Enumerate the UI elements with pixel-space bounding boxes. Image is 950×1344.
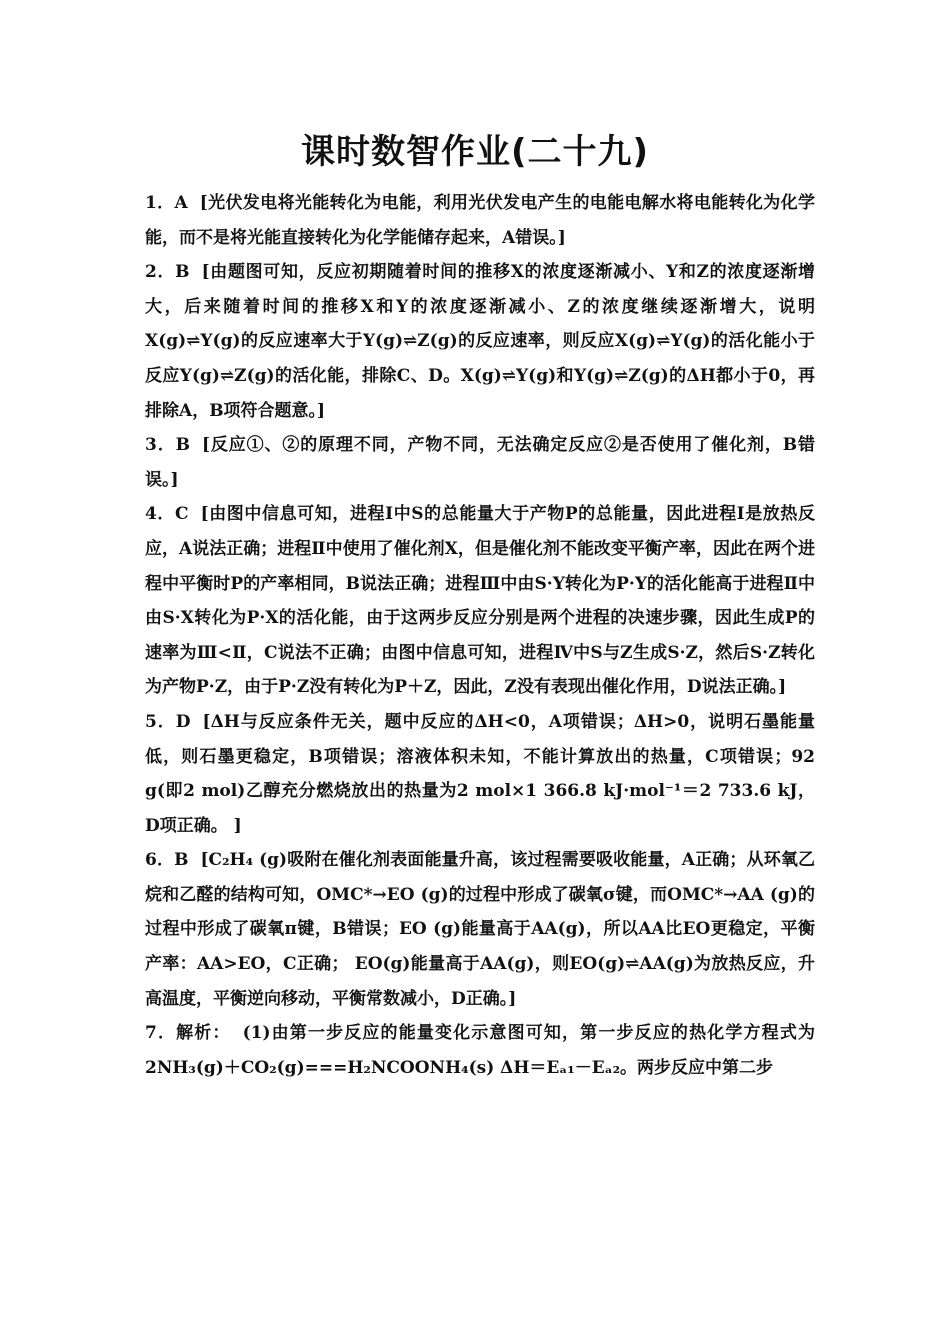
answer-text: [C₂H₄ (g)吸附在催化剂表面能量升高，该过程需要吸收能量，A正确；从环氧乙烷和乙醛的结构可知，OMC*→EO (g)的过程中形成了碳氧σ键，而OMC*→AA (g)的过程中形成了碳氧π键，B错误；EO (g)能量高于AA(g)，所以AA比EO更稳定，平衡产率：AA>EO，C正确； EO(g)能量高于AA(g)，则EO(g)⇌AA(g)为放热反应，升高温度，平衡逆向移动，平衡常数减小，D正确。] (145, 850, 816, 1009)
answer-item-1 (145, 186, 815, 255)
answer-item-2 (145, 255, 815, 428)
answer-item-7 (145, 1016, 815, 1085)
answer-number: 4．C (145, 504, 189, 525)
answer-text: (1)由第一步反应的能量变化示意图可知，第一步反应的热化学方程式为 2NH₃(g)＋CO₂(g)===H₂NCOONH₄(s) ΔH＝Eₐ₁－Eₐ₂。两步反应中第二步 (145, 1023, 815, 1078)
answer-number: 6．B (145, 850, 189, 871)
answer-text: [由图中信息可知，进程Ⅰ中S的总能量大于产物P的总能量，因此进程Ⅰ是放热反应，A说法正确；进程Ⅱ中使用了催化剂X，但是催化剂不能改变平衡产率，因此在两个进程中平衡时P的产率相同，B说法正确；进程Ⅲ中由S·Y转化为P·Y的活化能高于进程Ⅱ中由S·X转化为P·X的活化能，由于这两步反应分别是两个进程的决速步骤，因此生成P的速率为Ⅲ<Ⅱ，C说法不正确；由图中信息可知，进程Ⅳ中S与Z生成S·Z，然后S·Z转化为产物P·Z，由于P·Z没有转化为P＋Z，因此，Z没有表现出催化作用，D说法正确。] (145, 504, 816, 698)
answer-number: 1．A (145, 193, 188, 213)
answer-number: 5．D (145, 711, 191, 732)
answer-item-4 (145, 497, 815, 705)
answer-text: [由题图可知，反应初期随着时间的推移X的浓度逐渐减小、Y和Z的浓度逐渐增大，后来随着时间的推移X和Y的浓度逐渐减小、Z的浓度继续逐渐增大，说明X(g)⇌Y(g)的反应速率大于Y(g)⇌Z(g)的反应速率，则反应X(g)⇌Y(g)的活化能小于反应Y(g)⇌Z(g)的活化能，排除C、D。X(g)⇌Y(g)和Y(g)⇌Z(g)的ΔH都小于0，再排除A，B项符合题意。] (145, 262, 816, 421)
answer-number: 7．解析： (145, 1023, 231, 1044)
answer-text: [ΔH与反应条件无关，题中反应的ΔH<0，A项错误；ΔH>0，说明石墨能量低，则石墨更稳定，B项错误；溶液体积未知，不能计算放出的热量，C项错误；92 g(即2 mol)乙醇充分燃烧放出的热量为2 mol×1 366.8 kJ·mol⁻¹＝2 733.6 kJ，D项正确。 ] (145, 711, 815, 836)
answer-item-3 (145, 428, 815, 497)
answer-number: 2．B (145, 262, 190, 283)
page-title: 课时数智作业(二十九) (300, 132, 650, 172)
answer-item-5 (145, 705, 815, 843)
answer-list (145, 186, 815, 1085)
answer-text: [反应①、②的原理不同，产物不同，无法确定反应②是否使用了催化剂，B错误。] (145, 435, 815, 490)
answer-number: 3．B (145, 435, 190, 456)
answer-text: [光伏发电将光能转化为电能，利用光伏发电产生的电能电解水将电能转化为化学能，而不是将光能直接转化为化学能储存起来，A错误。] (145, 193, 815, 248)
answer-item-6 (145, 843, 815, 1016)
